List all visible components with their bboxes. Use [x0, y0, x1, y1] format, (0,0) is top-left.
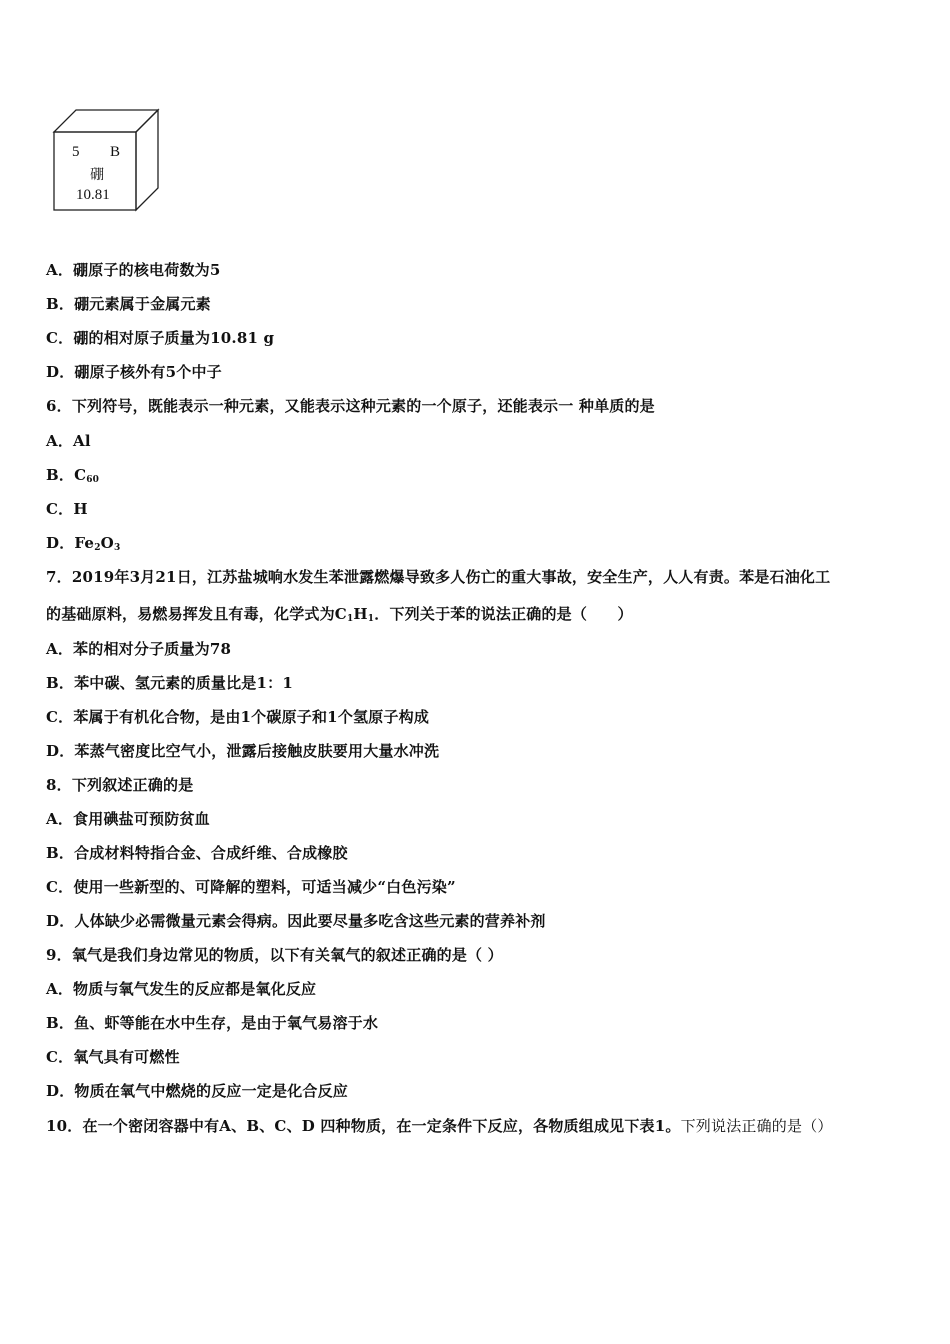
q6-option-b-subscript: 60: [86, 475, 100, 485]
q7-option-a: A．苯的相对分子质量为78: [46, 640, 232, 658]
q5-option-a: A．硼原子的核电荷数为5: [46, 261, 221, 279]
q10-stem-normal: 下列说法正确的是（）: [680, 1117, 833, 1135]
atomic-mass: 10.81: [76, 187, 110, 203]
q6-option-d-mid: O: [100, 534, 114, 552]
q8-option-a: A．食用碘盐可预防贫血: [46, 810, 210, 828]
atomic-number: 5: [72, 144, 80, 160]
q8-stem: 8．下列叙述正确的是: [46, 776, 194, 794]
q6-option-d-sub2: 3: [113, 543, 121, 553]
q7-stem-sub2: 1: [367, 614, 375, 624]
q6-option-d-label: D．Fe: [46, 534, 95, 552]
q6-option-d: [46, 532, 120, 554]
q6-option-c: C．H: [46, 500, 88, 518]
q10-stem: [46, 1115, 833, 1137]
q7-stem-line1: 7．2019年3月21日，江苏盐城响水发生苯泄露燃爆导致多人伤亡的重大事故，安全生产，人人有责。苯是石油化工: [46, 568, 831, 586]
q10-stem-bold: 10．在一个密闭容器中有A、B、C、D 四种物质，在一定条件下反应，各物质组成见下表1。: [46, 1117, 681, 1135]
q8-option-c: C．使用一些新型的、可降解的塑料，可适当减少“白色污染”: [46, 878, 456, 896]
q7-stem-sub1: 1: [346, 614, 354, 624]
q7-option-b: B．苯中碳、氢元素的质量比是1：1: [46, 674, 293, 692]
q6-option-b: [46, 464, 99, 486]
q8-option-b: B．合成材料特指合金、合成纤维、合成橡胶: [46, 844, 348, 862]
q7-stem-post: ．下列关于苯的说法正确的是（ ）: [374, 605, 633, 623]
q6-stem: 6．下列符号，既能表示一种元素，又能表示这种元素的一个原子，还能表示一 种单质的是: [46, 397, 655, 415]
q9-option-c: C．氧气具有可燃性: [46, 1048, 180, 1066]
q6-option-d-sub1: 2: [94, 543, 101, 553]
q8-option-d: D．人体缺少必需微量元素会得病。因此要尽量多吃含这些元素的营养补剂: [46, 912, 546, 930]
q9-option-a: A．物质与氧气发生的反应都是氧化反应: [46, 980, 317, 998]
q9-option-d: D．物质在氧气中燃烧的反应一定是化合反应: [46, 1082, 349, 1100]
q7-option-d: D．苯蒸气密度比空气小，泄露后接触皮肤要用大量水冲洗: [46, 742, 440, 760]
q5-option-b: B．硼元素属于金属元素: [46, 295, 211, 313]
q7-stem-pre: 的基础原料，易燃易挥发且有毒，化学式为C: [46, 605, 347, 623]
element-name: 硼: [90, 167, 104, 183]
q6-option-a: A．Al: [46, 432, 91, 450]
q7-stem-line2: [46, 603, 633, 625]
q9-option-b: B．鱼、虾等能在水中生存，是由于氧气易溶于水: [46, 1014, 379, 1032]
element-symbol: B: [110, 144, 121, 160]
q7-option-c: C．苯属于有机化合物，是由1个碳原子和1个氢原子构成: [46, 708, 430, 726]
q7-stem-mid: H: [353, 605, 368, 623]
q5-option-d: D．硼原子核外有5个中子: [46, 363, 222, 381]
q5-option-c: C．硼的相对原子质量为10.81 g: [46, 329, 275, 347]
periodic-element-card: [50, 108, 162, 214]
q6-option-b-label: B．C: [46, 466, 87, 484]
q9-stem: 9．氧气是我们身边常见的物质，以下有关氧气的叙述正确的是（ ）: [46, 946, 503, 964]
